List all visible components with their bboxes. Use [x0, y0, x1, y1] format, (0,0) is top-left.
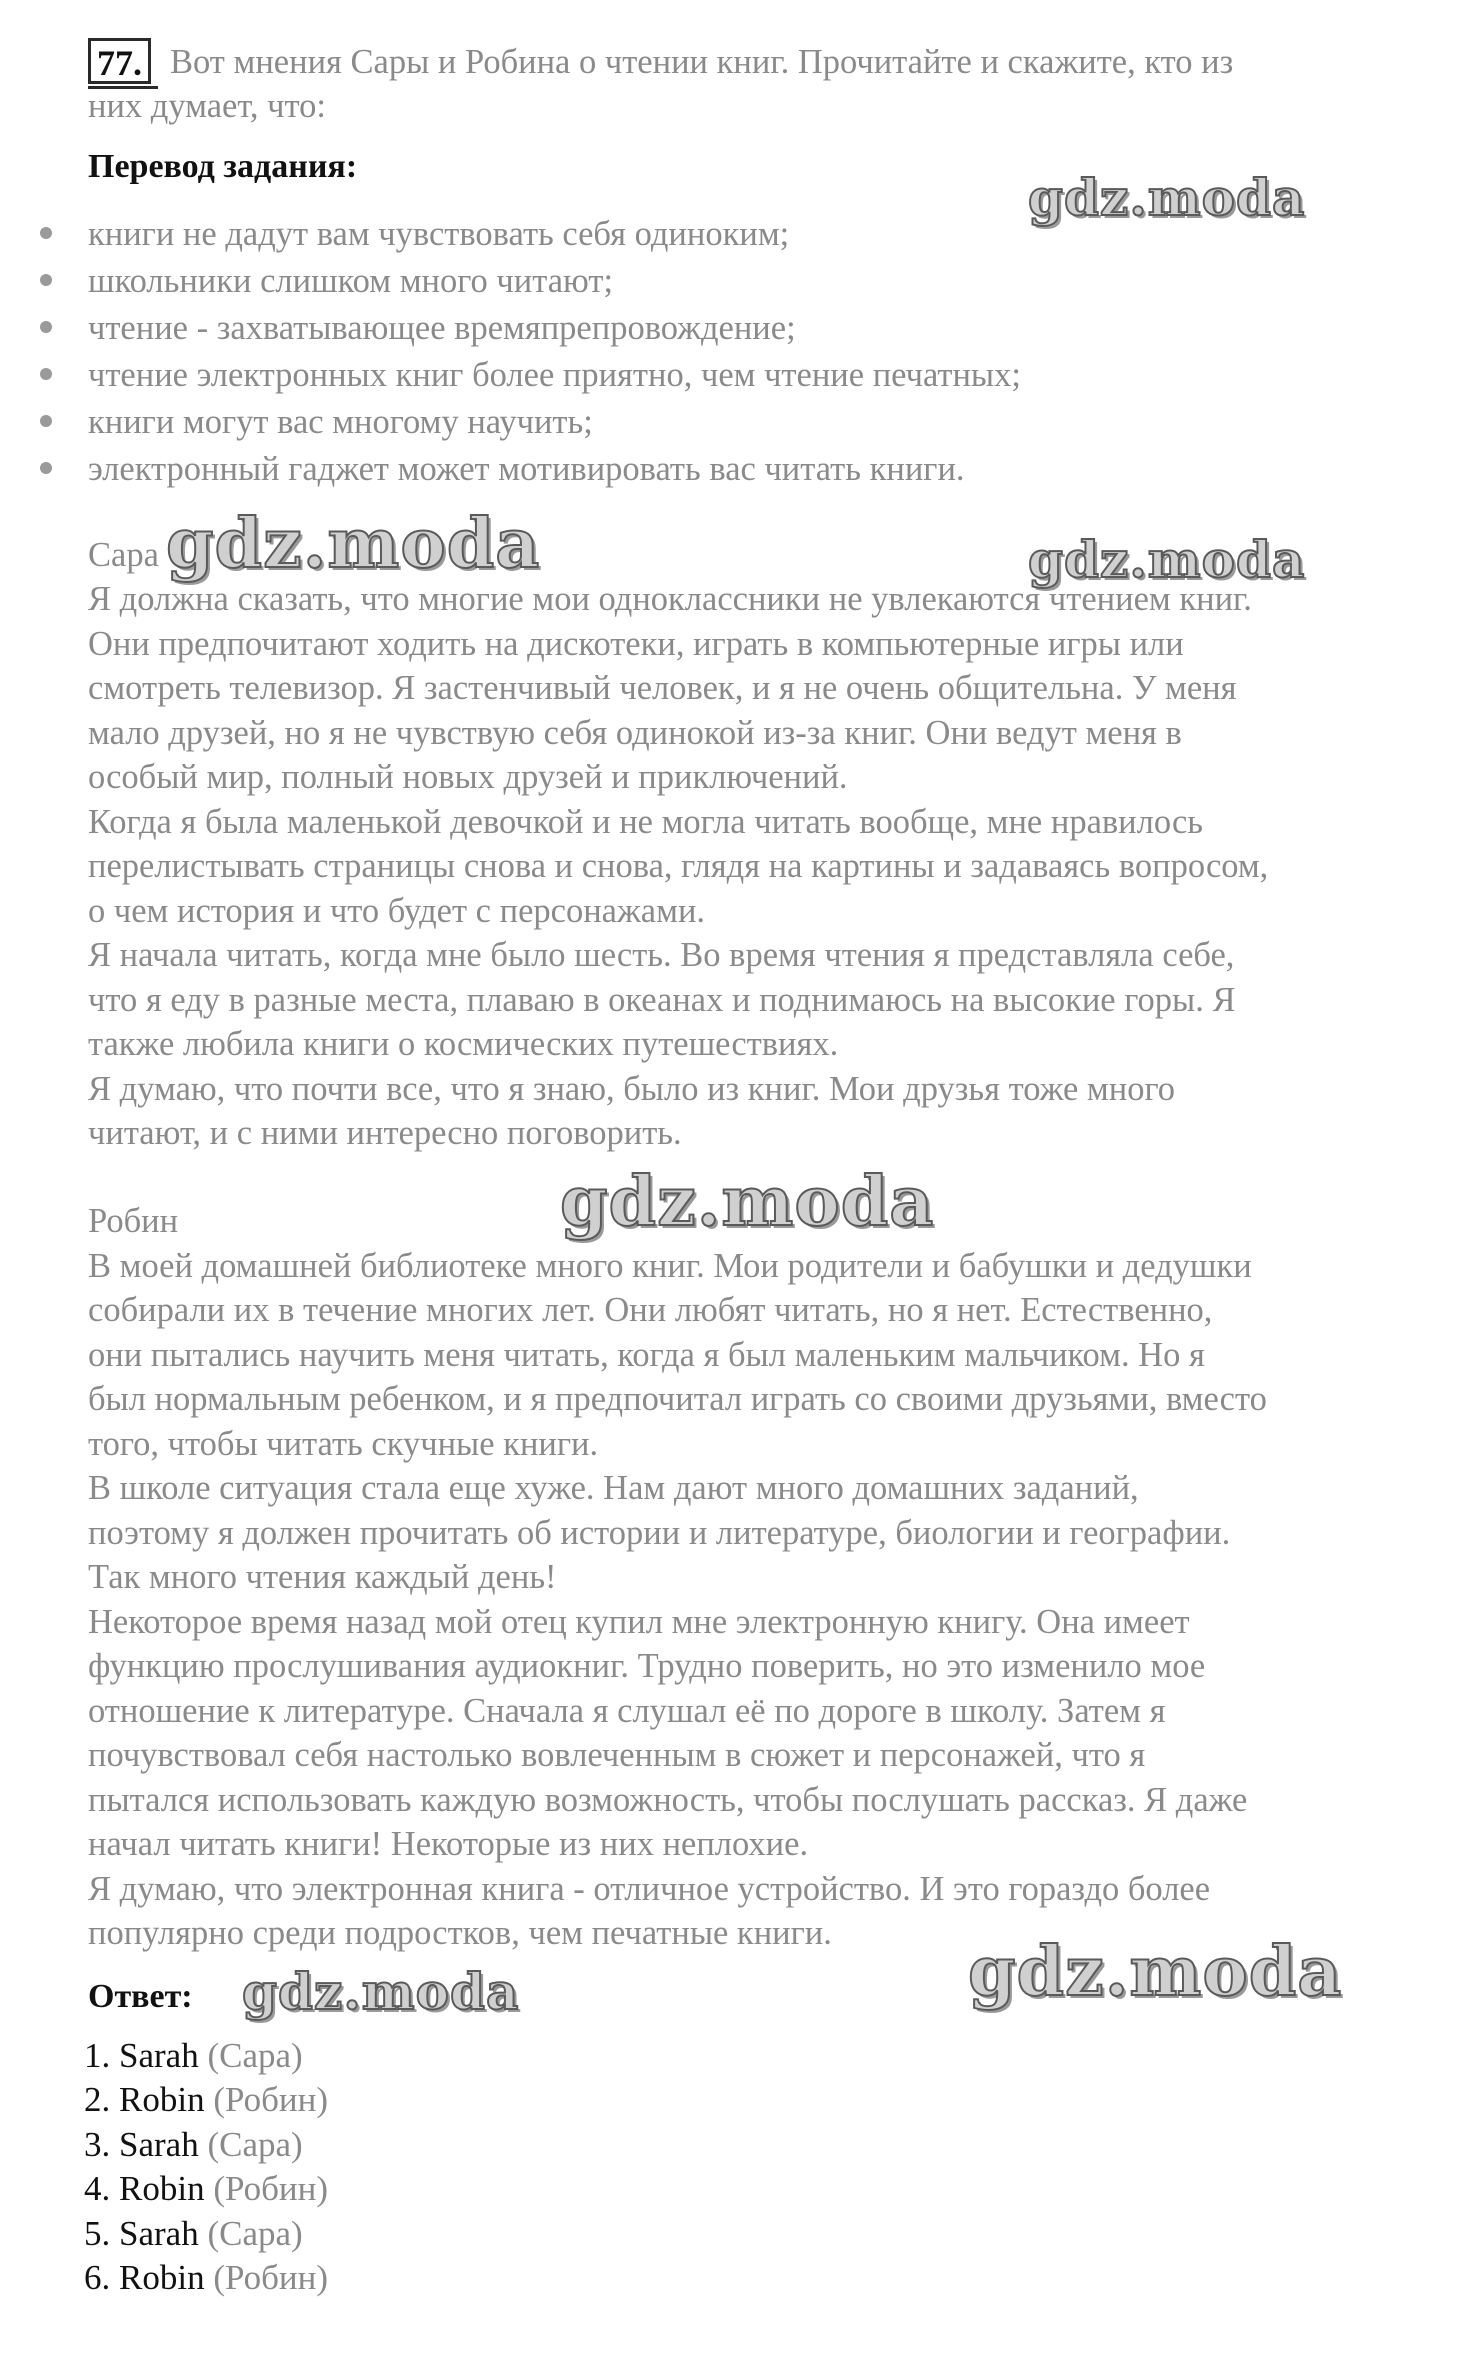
robin-text-line: собирали их в течение многих лет. Они любят читать, но я нет. Естественно,: [88, 1291, 1213, 1329]
sarah-text-line: Я думаю, что почти все, что я знаю, было из книг. Мои друзья тоже много: [88, 1070, 1176, 1108]
robin-name: Робин: [88, 1202, 179, 1240]
robin-text-line: начал читать книги! Некоторые из них неплохие.: [88, 1825, 809, 1863]
sarah-text-line: смотреть телевизор. Я застенчивый человек, и я не очень общительна. У меня: [88, 669, 1237, 707]
sarah-text-line: читают, и с ними интересно поговорить.: [88, 1114, 682, 1152]
bullet-item: электронный гаджет может мотивировать вас читать книги.: [88, 450, 965, 488]
watermark: gdz.moda: [166, 504, 541, 584]
answer-en: Sarah: [119, 2214, 199, 2253]
answer-ru: (Робин): [213, 2169, 329, 2208]
answer-item: [84, 2123, 303, 2167]
watermark: gdz.moda: [1028, 168, 1306, 227]
robin-text-line: пытался использовать каждую возможность, чтобы послушать рассказ. Я даже: [88, 1781, 1248, 1819]
answer-item: [84, 2167, 328, 2211]
sarah-text-line: о чем история и что будет с персонажами.: [88, 892, 706, 930]
sarah-name: Сара: [88, 536, 159, 574]
sarah-text-line: также любила книги о космических путешествиях.: [88, 1025, 839, 1063]
task-intro-line-1: Вот мнения Сары и Робина о чтении книг. Прочитайте и скажите, кто из: [170, 43, 1234, 81]
robin-text-line: отношение к литературе. Сначала я слушал её по дороге в школу. Затем я: [88, 1692, 1166, 1730]
watermark: gdz.moda: [968, 1932, 1343, 2012]
robin-text-line: Некоторое время назад мой отец купил мне электронную книгу. Она имеет: [88, 1603, 1190, 1641]
robin-text-line: В школе ситуация стала еще хуже. Нам дают много домашних заданий,: [88, 1469, 1139, 1507]
bullet-item: чтение - захватывающее времяпрепровождение;: [88, 309, 796, 347]
bullet-item: школьники слишком много читают;: [88, 262, 614, 300]
task-number: 77.: [88, 38, 151, 84]
answer-en: Sarah: [119, 2036, 199, 2075]
sarah-text-line: перелистывать страницы снова и снова, глядя на картины и задаваясь вопросом,: [88, 847, 1269, 885]
bullet-item: книги не дадут вам чувствовать себя одиноким;: [88, 215, 790, 253]
robin-text-line: В моей домашней библиотеке много книг. Мои родители и бабушки и дедушки: [88, 1247, 1252, 1285]
robin-text-line: почувствовал себя настолько вовлеченным в сюжет и персонажей, что я: [88, 1736, 1146, 1774]
bullet-dot: [40, 368, 52, 380]
answer-en: Robin: [119, 2169, 205, 2208]
answer-number: 6.: [84, 2258, 111, 2297]
task-intro-line-2: них думает, что:: [88, 87, 326, 125]
bullet-item: книги могут вас многому научить;: [88, 403, 593, 441]
answer-item: [84, 2212, 303, 2256]
sarah-text-line: Когда я была маленькой девочкой и не могла читать вообще, мне нравилось: [88, 803, 1204, 841]
bullet-item: чтение электронных книг более приятно, чем чтение печатных;: [88, 356, 1021, 394]
sarah-text-line: что я еду в разные места, плаваю в океанах и поднимаюсь на высокие горы. Я: [88, 981, 1236, 1019]
answer-ru: (Сара): [207, 2036, 303, 2075]
robin-text-line: того, чтобы читать скучные книги.: [88, 1425, 599, 1463]
answer-item: [84, 2256, 328, 2300]
bullet-dot: [40, 274, 52, 286]
answer-en: Robin: [119, 2258, 205, 2297]
answer-ru: (Робин): [213, 2258, 329, 2297]
bullet-dot: [40, 462, 52, 474]
watermark: gdz.moda: [560, 1162, 935, 1242]
robin-text-line: был нормальным ребенком, и я предпочитал играть со своими друзьями, вместо: [88, 1380, 1267, 1418]
sarah-text-line: особый мир, полный новых друзей и приключений.: [88, 758, 848, 796]
watermark: gdz.moda: [242, 1962, 520, 2021]
sarah-text-line: Они предпочитают ходить на дискотеки, играть в компьютерные игры или: [88, 625, 1184, 663]
answer-en: Robin: [119, 2080, 205, 2119]
robin-text-line: они пытались научить меня читать, когда я был маленьким мальчиком. Но я: [88, 1336, 1205, 1374]
answer-ru: (Сара): [207, 2214, 303, 2253]
answer-heading: Ответ:: [88, 1978, 193, 2015]
bullet-dot: [40, 321, 52, 333]
bullet-dot: [40, 415, 52, 427]
answer-item: [84, 2078, 328, 2122]
robin-text-line: популярно среди подростков, чем печатные книги.: [88, 1914, 832, 1952]
robin-text-line: поэтому я должен прочитать об истории и литературе, биологии и географии.: [88, 1514, 1231, 1552]
answer-item: [84, 2034, 303, 2078]
answer-number: 2.: [84, 2080, 111, 2119]
answer-number: 4.: [84, 2169, 111, 2208]
answer-number: 3.: [84, 2125, 111, 2164]
answer-en: Sarah: [119, 2125, 199, 2164]
answer-ru: (Сара): [207, 2125, 303, 2164]
bullet-dot: [40, 227, 52, 239]
sarah-text-line: Я начала читать, когда мне было шесть. Во время чтения я представляла себе,: [88, 936, 1235, 974]
answer-ru: (Робин): [213, 2080, 329, 2119]
sarah-text-line: Я должна сказать, что многие мои одноклассники не увлекаются чтением книг.: [88, 580, 1252, 618]
robin-text-line: Я думаю, что электронная книга - отличное устройство. И это гораздо более: [88, 1870, 1211, 1908]
robin-text-line: Так много чтения каждый день!: [88, 1558, 557, 1596]
robin-text-line: функцию прослушивания аудиокниг. Трудно поверить, но это изменило мое: [88, 1647, 1206, 1685]
translation-heading: Перевод задания:: [88, 148, 358, 185]
sarah-text-line: мало друзей, но я не чувствую себя одинокой из-за книг. Они ведут меня в: [88, 714, 1182, 752]
answer-number: 5.: [84, 2214, 111, 2253]
watermark: gdz.moda: [1028, 530, 1306, 589]
answer-number: 1.: [84, 2036, 111, 2075]
